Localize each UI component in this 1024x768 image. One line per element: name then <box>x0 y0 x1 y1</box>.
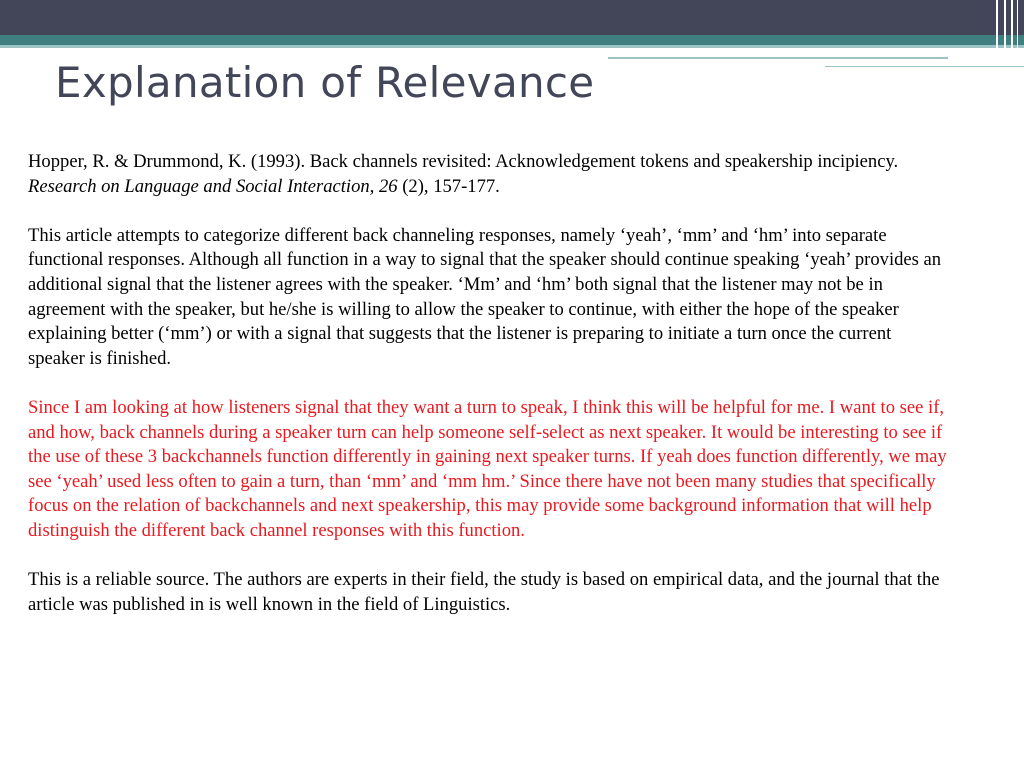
header-stripe <box>1004 0 1006 66</box>
citation-journal: Research on Language and Social Interaction, 26 <box>28 175 398 197</box>
header-stripe <box>1017 0 1018 66</box>
header-stripe <box>1011 0 1013 66</box>
header-stripe <box>996 0 998 66</box>
header-teal-band <box>0 35 1024 45</box>
relevance-paragraph: Since I am looking at how listeners signal that they want a turn to speak, I think this will be helpful for me. I want to see if, and how, back channels during a speaker turn can help someone self-select as next speaker. It would be interesting to see if the use of these 3 backchannels function differently in gaining next speaker turns. If yeah does function differently, we may see ‘yeah’ used less often to gain a turn, than ‘mm’ and ‘mm hm.’ Since there have not been many studies that specifically focus on the relation of backchannels and next speakership, this may provide some background information that will help distinguish the different back channel responses with this function. <box>28 396 947 541</box>
reliability-paragraph: This is a reliable source. The authors are experts in their field, the study is based on empirical data, and the journal that the article was published in is well known in the field of Linguistics. <box>28 569 940 615</box>
decorative-line <box>608 57 948 59</box>
slide-body <box>28 150 948 642</box>
header-band <box>0 0 1024 35</box>
citation-authors: Hopper, R. & Drummond, K. (1993). Back channels revisited: Acknowledgement tokens and speakership incipiency. <box>28 151 899 172</box>
header-accent-line <box>0 45 1024 48</box>
decorative-line <box>825 66 1024 67</box>
summary-paragraph: This article attempts to categorize different back channeling responses, namely ‘yeah’, ‘mm’ and ‘hm’ into separate functional responses. Although all function in a way to signal that the speaker should continue speaking ‘yeah’ provides an additional signal that the listener agrees with the speaker. ‘Mm’ and ‘hm’ both signal that the listener may not be in agreement with the speaker, but he/she is willing to allow the speaker to continue, with either the hope of the speaker explaining better (‘mm’) or with a signal that suggests that the listener is preparing to initiate a turn once the current speaker is finished. <box>28 224 942 369</box>
citation <box>28 150 948 199</box>
citation-pages: (2), 157-177. <box>397 175 500 197</box>
slide-title: Explanation of Relevance <box>55 58 595 107</box>
